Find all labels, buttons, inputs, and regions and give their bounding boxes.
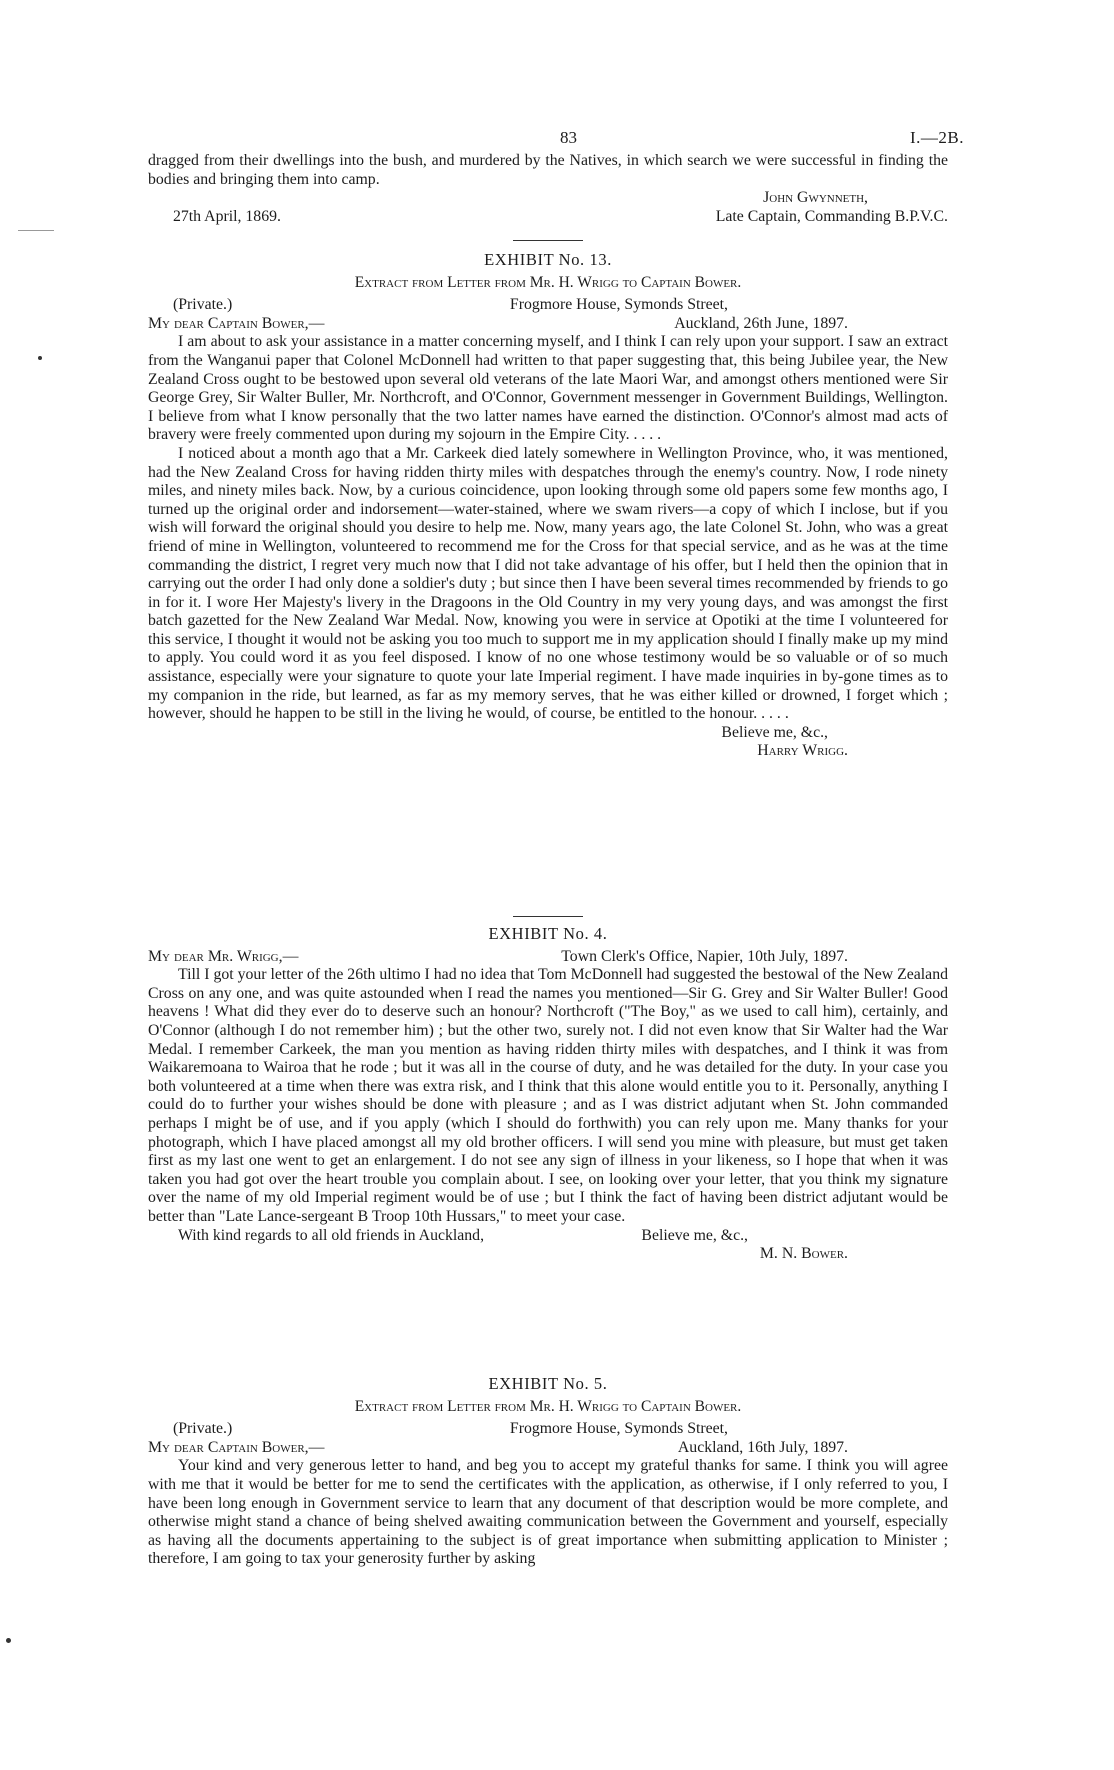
intro-paragraph: dragged from their dwellings into the bush, and murdered by the Natives, in which search we were successful in finding the bodies and bringing them into camp.: [148, 152, 948, 188]
exhibit-5-subtitle: Extract from Letter from Mr. H. Wrigg to Captain Bower.: [354, 1397, 742, 1415]
exhibit-5-address-1: Frogmore House, Symonds Street,: [509, 1420, 728, 1438]
intro-title: Late Captain, Commanding B.P.V.C.: [715, 207, 948, 225]
exhibit-3-subtitle: Extract from Letter from Mr. H. Wrigg to Captain Bower.: [354, 273, 742, 291]
margin-mark: [38, 356, 42, 360]
exhibit-3-address-1: Frogmore House, Symonds Street,: [509, 296, 728, 314]
exhibit-4-heading: EXHIBIT No. 4.: [488, 924, 608, 943]
exhibit-3-closing: Believe me, &c.,: [721, 723, 828, 741]
exhibit-5-heading: EXHIBIT No. 5.: [488, 1374, 608, 1393]
exhibit-3-paragraph-2: I noticed about a month ago that a Mr. Carkeek died lately somewhere in Wellington Province, who, it was mentioned, had the New Zealand Cross for having ridden thirty miles with despatches through the enemy's country. Now, I rode ninety miles, and ninety miles back. Now, by a curious coincidence, upon looking through some old papers some few months ago, I turned up the original order and indorsement—water-stained, where we swam rivers—a copy of which I inclose, but if you wish will forward the original should you desire to help me. Now, many years ago, the late Colonel St. John, who was a great friend of mine in Wellington, volunteered to recommend me for the Cross for that special service, and as he was at the time commanding the district, I regret very much now that I did not take advantage of his offer, but I held then the opinion that in carrying out the order I had only done a soldier's duty ; but since then I have been several times recommended by friends to go in for it. I wore Her Majesty's livery in the Dragoons in the Old Country in my very young days, and was amongst the first batch gazetted for the New Zealand War Medal. Now, knowing you were in service at Opotiki at the time I volunteered for this service, I thought it would not be asking you too much to support me in my application should I finally make up my mind to apply. You could word it as you feel disposed. I know of no one whose testimony would be so valuable or of so much assistance, especially were your signature to quote your late Imperial regiment. I have made inquiries in by-gone times as to my companion in the ride, but learned, as far as my memory serves, that he was either killed or drowned, I forget which ; however, should he happen to be still in the living he would, of course, be entitled to the honour. . . . .: [148, 444, 948, 723]
exhibit-5-salutation: My dear Captain Bower,—: [148, 1438, 325, 1456]
divider: [513, 916, 583, 917]
exhibit-3-paragraph-1: I am about to ask your assistance in a matter concerning myself, and I think I can rely upon your support. I saw an extract from the Wanganui paper that Colonel McDonnell had written to that paper suggesting that, this being Jubilee year, the New Zealand Cross ought to be bestowed upon several old veterans of the late Maori War, and amongst others mentioned were Sir George Grey, Sir Walter Buller, Mr. Northcroft, and O'Connor, Government messenger in Government Buildings, Wellington. I believe from what I know personally that the two latter names have earned the distinction. O'Connor's almost mad acts of bravery were freely commented upon during my sojourn in the Empire City. . . . .: [148, 333, 948, 444]
margin-rule: [18, 230, 54, 231]
exhibit-4-section: [148, 916, 948, 1264]
exhibit-5-section: [148, 1375, 948, 1569]
exhibit-3-salutation: My dear Captain Bower,—: [148, 314, 325, 332]
exhibit-5-address-2: Auckland, 16th July, 1897.: [677, 1438, 848, 1456]
exhibit-4-salutation: My dear Mr. Wrigg,—: [148, 947, 299, 965]
exhibit-3-private: (Private.): [173, 296, 233, 314]
exhibit-3-section: [148, 240, 948, 761]
intro-date: 27th April, 1869.: [173, 207, 281, 225]
margin-mark: [6, 1638, 11, 1643]
exhibit-4-signature: M. N. Bower.: [759, 1245, 848, 1263]
exhibit-4-closing: Believe me, &c.,: [641, 1226, 748, 1244]
divider: [513, 240, 583, 241]
intro-section: [148, 152, 948, 226]
exhibit-3-address-2: Auckland, 26th June, 1897.: [674, 314, 848, 332]
exhibit-4-paragraph-2: With kind regards to all old friends in Auckland,: [178, 1226, 485, 1244]
exhibit-5-private: (Private.): [173, 1420, 233, 1438]
exhibit-3-heading: EXHIBIT No. 13.: [484, 250, 612, 269]
exhibit-4-paragraph-1: Till I got your letter of the 26th ultimo I had no idea that Tom McDonnell had suggested the bestowal of the New Zealand Cross on any one, and was quite astounded when I read the names you mentioned—Sir G. Grey and Sir Walter Buller! Good heavens ! What did they ever do to deserve such an honour? Northcroft ("The Boy," as we used to call him), certainly, and O'Connor (although I do not remember him) ; but the other two, surely not. I did not even know that Sir Walter had the War Medal. I remember Carkeek, the man you mention as having ridden thirty miles with despatches, and I think it was from Waikaremoana to Wairoa that he rode ; but it was all in the course of duty, and he was detailed for the duty. In your case you both volunteered at a time when there was extra risk, and I think that this alone would entitle you to it. Personally, anything I could do to further your wishes should be done with pleasure ; and as I was district adjutant when St. John commanded perhaps I might be of use, and if you apply (which I should do forthwith) you can rely upon me. Many thanks for your photograph, which I have placed amongst all my old brother officers. I will send you mine with pleasure, but must get taken first as my last one went to get an enlargement. I do not see any sign of illness in your likeness, so I hope that when it was taken you had got over the heart trouble you complain about. I see, on looking over your letter, that you think my signature over the name of my old Imperial regiment would be of use ; but I think the fact of having been district adjutant would be better than "Late Lance-sergeant B Troop 10th Hussars," to meet your case.: [148, 966, 948, 1225]
document-reference: I.—2B.: [910, 128, 964, 147]
exhibit-3-signature: Harry Wrigg.: [757, 742, 848, 760]
page-number: 83: [560, 128, 577, 147]
exhibit-5-paragraph-1: Your kind and very generous letter to hand, and beg you to accept my grateful thanks for same. I think you will agree with me that it would be better for me to send the certificates with the application, as otherwise, if I only referred to you, I have been long enough in Government service to learn that any document of that description would be more complete, and otherwise might stand a chance of being shelved awaiting communication between the Government and yourself, especially as having all the documents appertaining to the subject is of great importance when submitting application to Minister ; therefore, I am going to tax your generosity further by asking: [148, 1457, 948, 1568]
exhibit-4-address: Town Clerk's Office, Napier, 10th July, 1897.: [561, 947, 848, 965]
intro-signature: John Gwynneth,: [763, 189, 868, 207]
